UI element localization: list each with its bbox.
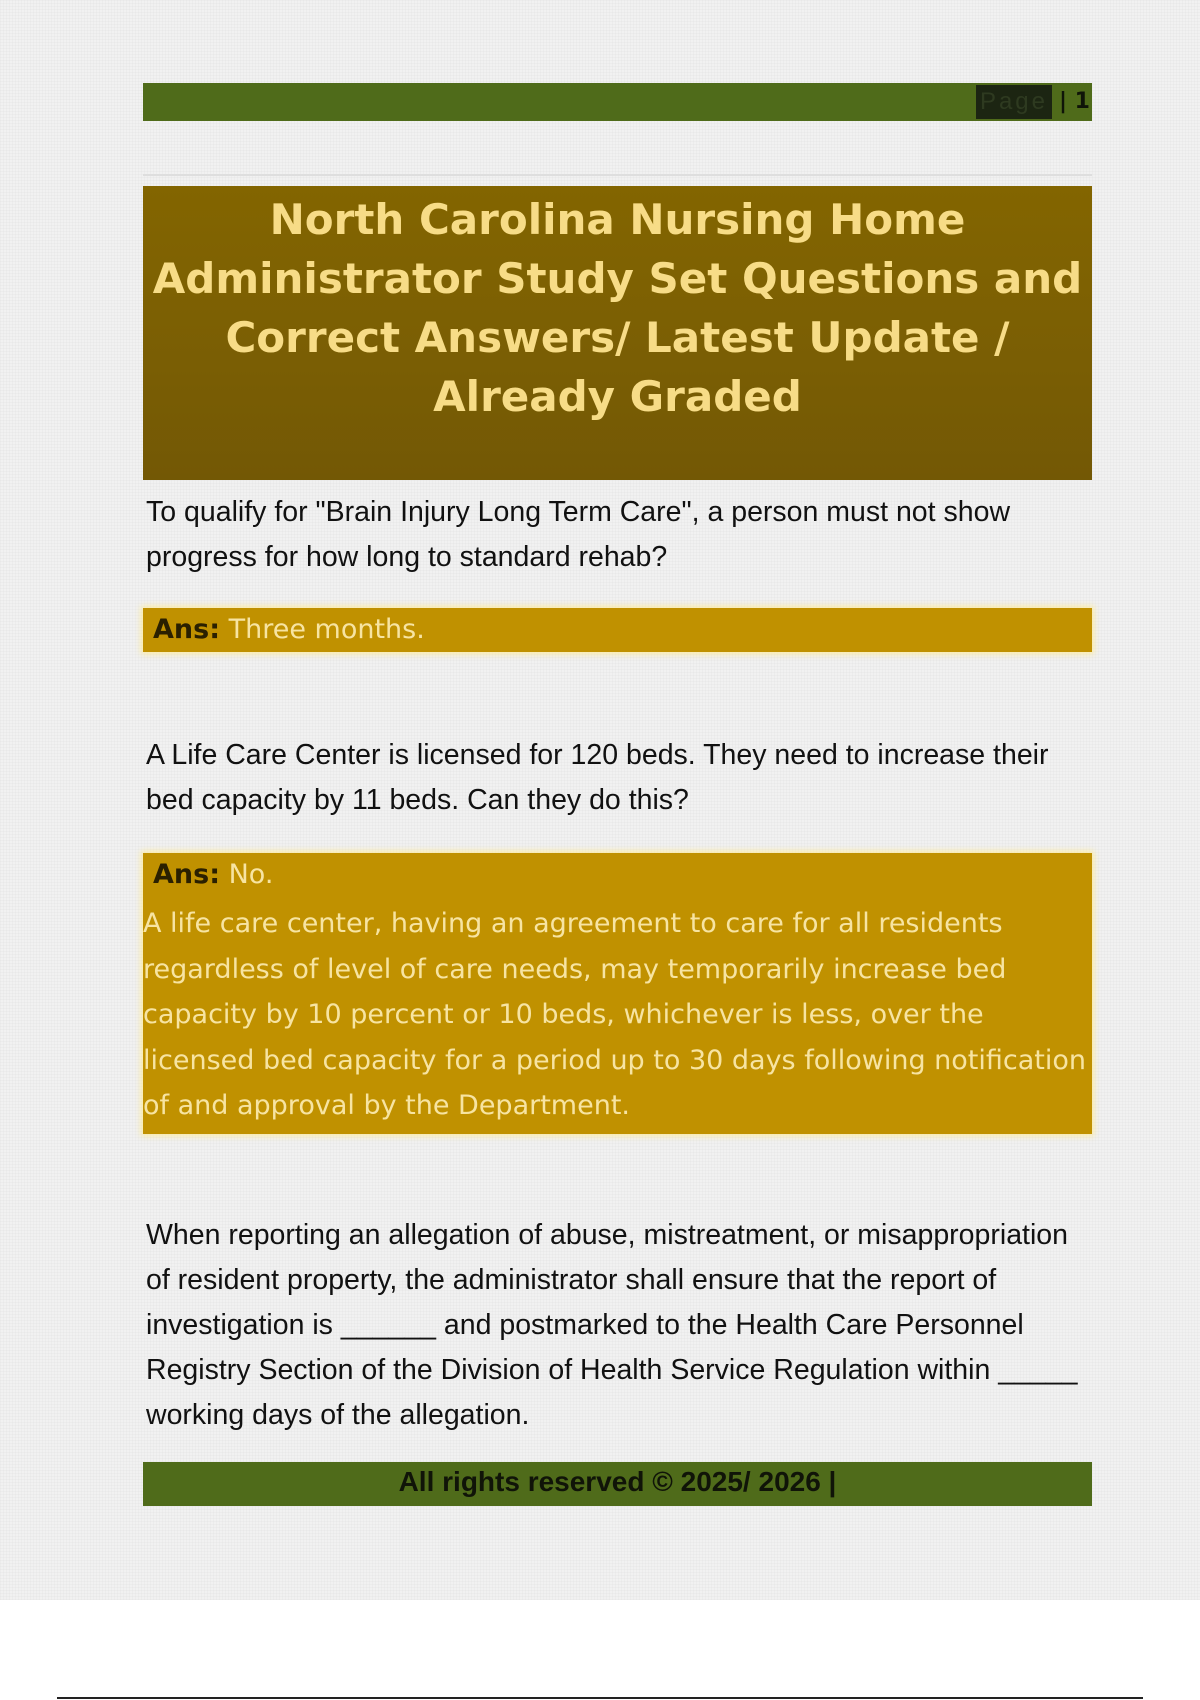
title-banner [143,186,1092,480]
answer-box-2 [143,853,1092,1134]
document-title: North Carolina Nursing Home Administrator Study Set Questions and Correct Answers/ Latest Update / Already Graded [152,195,1083,421]
answer-key-label: Ans: [153,859,220,890]
page-header-bar [143,83,1092,121]
page-number: | 1 [1058,89,1090,114]
answer-2-text: No. [228,859,274,890]
answer-2-line [143,853,1092,897]
answer-1-line [143,608,1092,652]
page-label: Page [976,85,1052,119]
answer-key-label: Ans: [153,614,220,645]
bottom-divider [57,1697,1143,1699]
copyright-footer: All rights reserved © 2025/ 2026 | [398,1466,837,1497]
page-footer-bar [143,1462,1092,1506]
answer-2-explanation: A life care center, having an agreement to care for all residents regardless of level of care needs, may temporarily increase bed capacity by 10 percent or 10 beds, whichever is less, over the licensed bed capacity for a period up to 30 days following notification of and approval by the Department. [143,908,1087,1121]
header-divider [143,174,1092,176]
question-2: A Life Care Center is licensed for 120 beds. They need to increase their bed capacity by 11 beds. Can they do this? [146,739,1049,816]
answer-1-text: Three months. [228,614,425,645]
question-1: To qualify for "Brain Injury Long Term Care", a person must not show progress for how long to standard rehab? [146,496,1011,573]
answer-box-1 [143,608,1092,652]
question-3: When reporting an allegation of abuse, mistreatment, or misappropriation of resident property, the administrator shall ensure that the report of investigation is ______ and postmarked to the Health Care Personnel Registry Section of the Division of Health Service Regulation within _____ working days of the allegation. [146,1219,1078,1431]
